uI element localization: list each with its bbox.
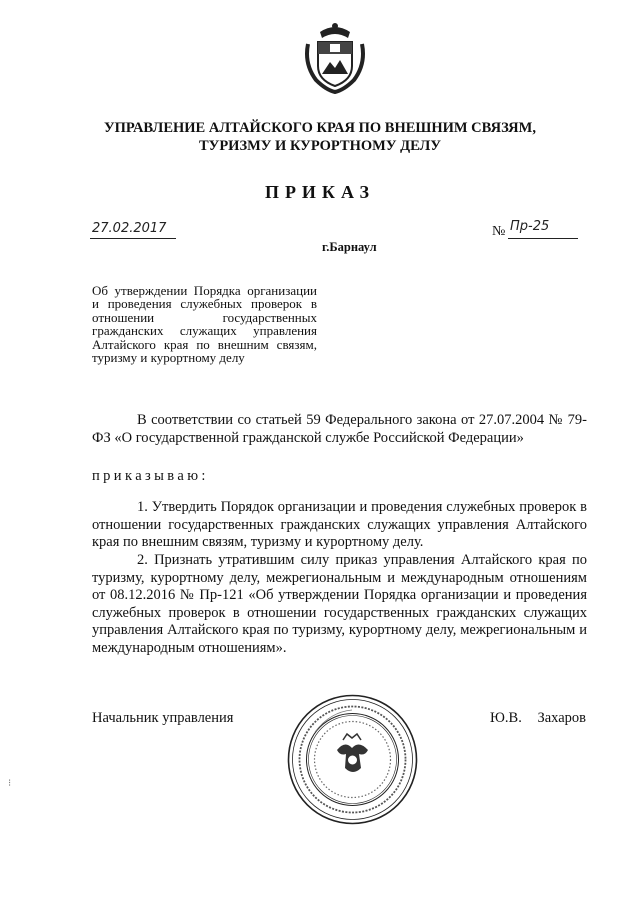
number-underline: [508, 238, 578, 239]
handwritten-date: 27.02.2017: [92, 221, 167, 236]
handwritten-number: Пр-25: [510, 219, 550, 234]
coat-of-arms-icon: [302, 22, 368, 94]
margin-mark: ⁝: [8, 778, 12, 789]
organization-name-line1: УПРАВЛЕНИЕ АЛТАЙСКОГО КРАЯ ПО ВНЕШНИМ СВЯЗЯМ,: [104, 120, 536, 136]
document-subject: Об утверждении Порядка организации и проведения служебных проверок в отношении государственных гражданских служащих управления Алтайского края по внешним связям, туризму и курортному делу: [92, 283, 317, 366]
signatory-name: Ю.В. Захаров: [490, 710, 586, 726]
document-title: ПРИКАЗ: [264, 182, 376, 202]
order-item-2: 2. Признать утратившим силу приказ управления Алтайского края по туризму, курортному делу, межрегиональным и международным отношениям от 08.12.2016 № Пр-121 «Об утверждении Порядка организации и проведения служебных проверок в отношении государственных гражданских служащих управления Алтайского края по туризму, курортному делу, межрегиональным и международным отношениям».: [92, 552, 587, 656]
official-seal-icon: [285, 692, 420, 827]
city: г.Барнаул: [322, 240, 377, 254]
legal-basis-paragraph: В соответствии со статьей 59 Федерального закона от 27.07.2004 № 79-ФЗ «О государственной гражданской службе Российской Федерации»: [92, 412, 587, 446]
date-underline: [90, 238, 176, 239]
signatory-position: Начальник управления: [92, 710, 234, 726]
organization-name-line2: ТУРИЗМУ И КУРОРТНОМУ ДЕЛУ: [199, 138, 441, 154]
order-word: приказываю:: [92, 468, 209, 484]
order-item-1: 1. Утвердить Порядок организации и проведения служебных проверок в отношении государственных гражданских служащих управления Алтайского края по внешним связям, туризму и курортному делу.: [92, 499, 587, 550]
number-label: №: [492, 224, 506, 239]
